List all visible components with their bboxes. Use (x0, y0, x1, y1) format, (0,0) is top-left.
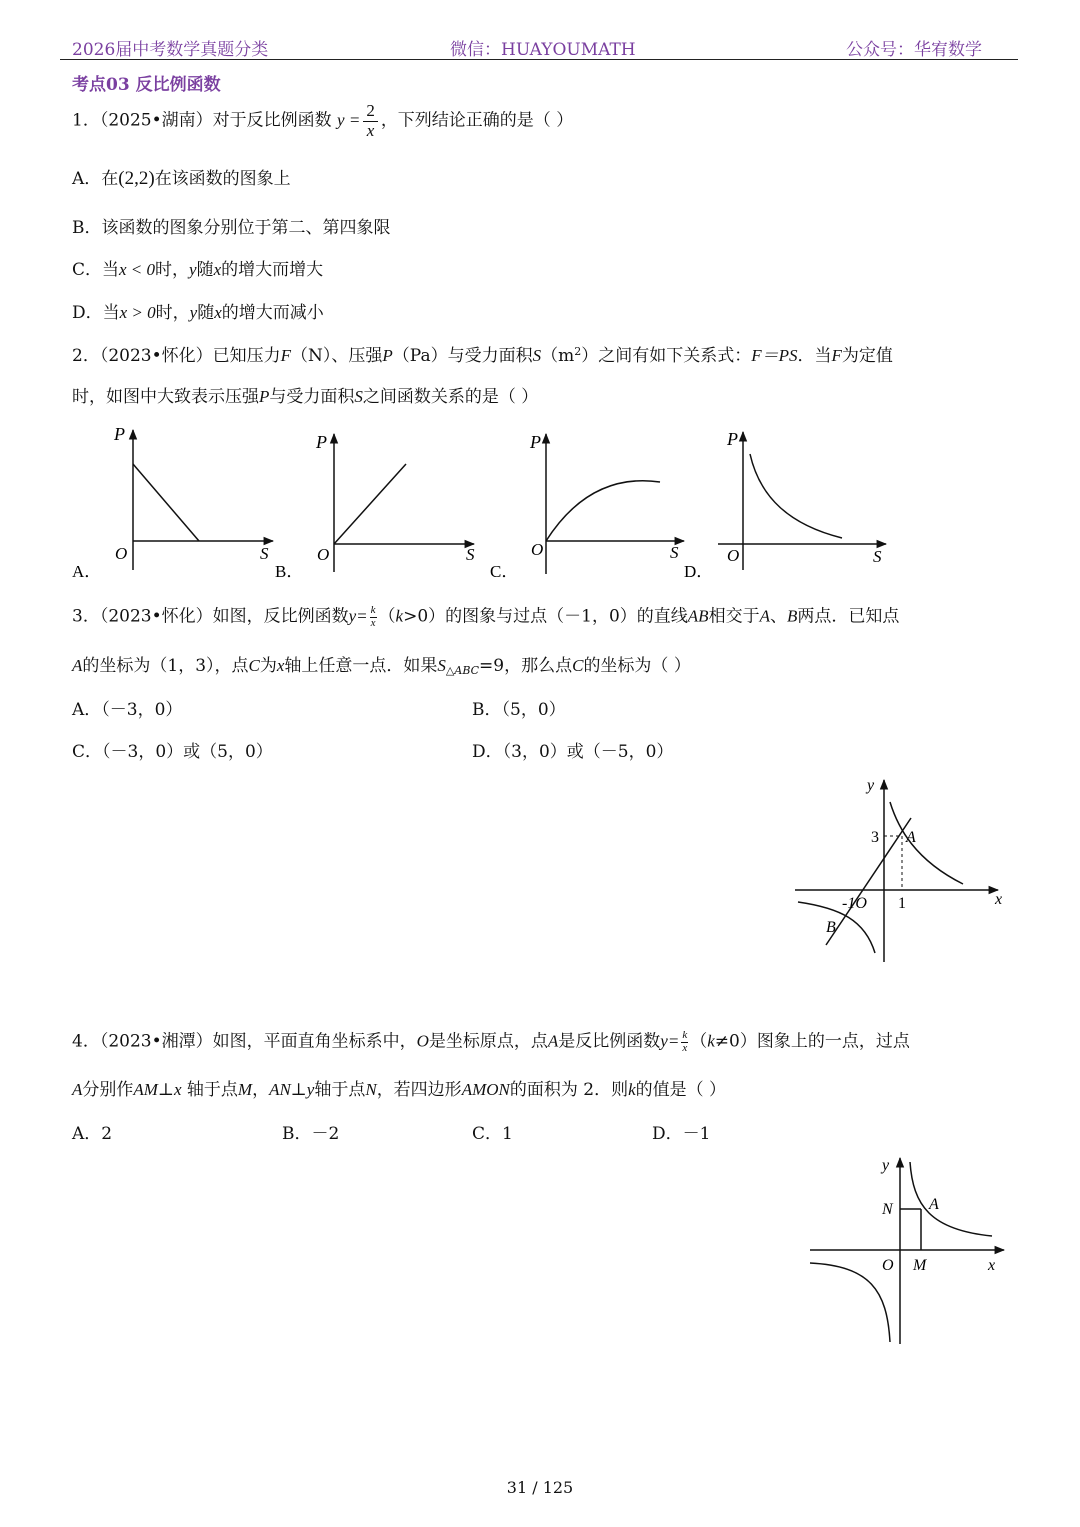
q3-line-ab (826, 818, 911, 945)
q4-a-label: A (929, 1196, 939, 1213)
header-left: 2026届中考数学真题分类 (72, 40, 269, 60)
q2c-p-label: P (530, 432, 541, 452)
q2d-s-label: S (873, 547, 882, 566)
header-right: 公众号：华宥数学 (846, 40, 982, 60)
q2-label-c: C． (490, 562, 519, 581)
q2c-s-label: S (670, 543, 679, 562)
q3-option-b: B．（5，0） (472, 700, 566, 720)
q2a-p-label: P (114, 424, 125, 444)
q1-option-a: A．在(2,2)在该函数的图象上 (72, 168, 291, 189)
q4-graph (800, 1150, 1010, 1350)
q2-label-d: D． (684, 562, 714, 581)
q2-graph-d (718, 429, 886, 570)
q4-o-label: O (882, 1257, 894, 1274)
q4-stem-line1: 4．（2023•湘潭）如图，平面直角坐标系中，O是坐标原点，点A是反比例函数y= $\frac{k}{x}$ （k≠0）图象上的一点，过点 (72, 1029, 910, 1054)
q3-stem-line2: A的坐标为（1，3），点C为x轴上任意一点．如果$S_{\triangle ABC}=9$，那么点C的坐标为（ ） (72, 656, 691, 677)
q3-b-label: B (826, 919, 836, 936)
q4-curve-right (910, 1162, 992, 1236)
q4-option-d: D．－1 (652, 1124, 711, 1144)
q3-a-label: A (906, 829, 916, 846)
q2b-o-label: O (317, 545, 330, 564)
q2-graphs (60, 420, 1020, 585)
q2c-curve (546, 481, 660, 541)
q3-stem-line1: 3．（2023•怀化）如图，反比例函数y= $\frac{k}{x}$ （k>0）的图象与过点（－1，0）的直线AB相交于A、B两点．已知点 (72, 604, 900, 629)
q2c-o-label: O (531, 540, 544, 559)
q3-graph (790, 770, 1020, 970)
q4-n-label: N (882, 1201, 893, 1218)
q1-option-d: D．当x > 0时，y随x的增大而减小 (72, 303, 324, 323)
q3-three-label: 3 (871, 829, 879, 846)
q4-stem-line2: A分别作AM⊥x 轴于点M，AN⊥y轴于点N，若四边形AMON的面积为 2．则k的值是（ ） (72, 1080, 727, 1100)
q2d-o-label: O (727, 546, 740, 565)
q4-option-a: A．2 (72, 1124, 113, 1144)
q3-x-label: x (995, 891, 1003, 908)
q2-label-b: B． (275, 562, 304, 581)
q4-x-label: x (988, 1257, 996, 1274)
header-center: 微信：HUAYOUMATH (450, 40, 636, 60)
q3-y-label: y (867, 777, 875, 794)
q2-stem-line2: 时，如图中大致表示压强P与受力面积S之间函数关系的是（ ） (72, 387, 539, 407)
q1-option-b: B．该函数的图象分别位于第二、第四象限 (72, 218, 391, 238)
q4-option-b: B．－2 (282, 1124, 340, 1144)
q2-graph-a (113, 424, 273, 570)
q2d-curve (750, 454, 842, 538)
q3-neg-one-o-label: -1O (842, 895, 867, 912)
q3-one-label: 1 (898, 895, 906, 912)
q2b-line (334, 464, 406, 544)
page-number: 31 / 125 (506, 1478, 574, 1497)
section-title: 考点03 反比例函数 (72, 75, 221, 95)
q4-y-label: y (882, 1157, 890, 1174)
q3-curve-right (890, 802, 963, 884)
q1-option-c: C．当x < 0时，y随x的增大而增大 (72, 260, 324, 280)
q2b-s-label: S (466, 545, 475, 564)
q2b-p-label: P (316, 432, 327, 452)
q2-label-a: A． (72, 562, 102, 581)
q2-stem-line1: 2．（2023•怀化）已知压力F（N）、压强P（Pa）与受力面积$S(m^2)$之间有如下关系式：F＝PS．当F为定值 (72, 345, 893, 366)
q3-option-a: A．（－3，0） (72, 700, 183, 720)
q3-option-d: D．（3，0）或（－5，0） (472, 742, 674, 762)
q4-curve-left (810, 1263, 890, 1342)
q4-m-label: M (913, 1257, 927, 1274)
q2a-o-label: O (115, 544, 128, 563)
q2a-line (133, 464, 199, 541)
q2a-s-label: S (260, 544, 269, 563)
q1-stem: 1．（2025•湖南）对于反比例函数 y = $\frac{2}{x}$ ，下列结论正确的是（ ） (72, 101, 574, 140)
q3-option-c: C．（－3，0）或（5，0） (72, 742, 273, 762)
header-rule (60, 59, 1018, 60)
q2-graph-c (529, 432, 684, 574)
q4-option-c: C．1 (472, 1124, 513, 1144)
q2-graph-b (315, 432, 475, 572)
q2d-p-label: P (727, 429, 738, 449)
